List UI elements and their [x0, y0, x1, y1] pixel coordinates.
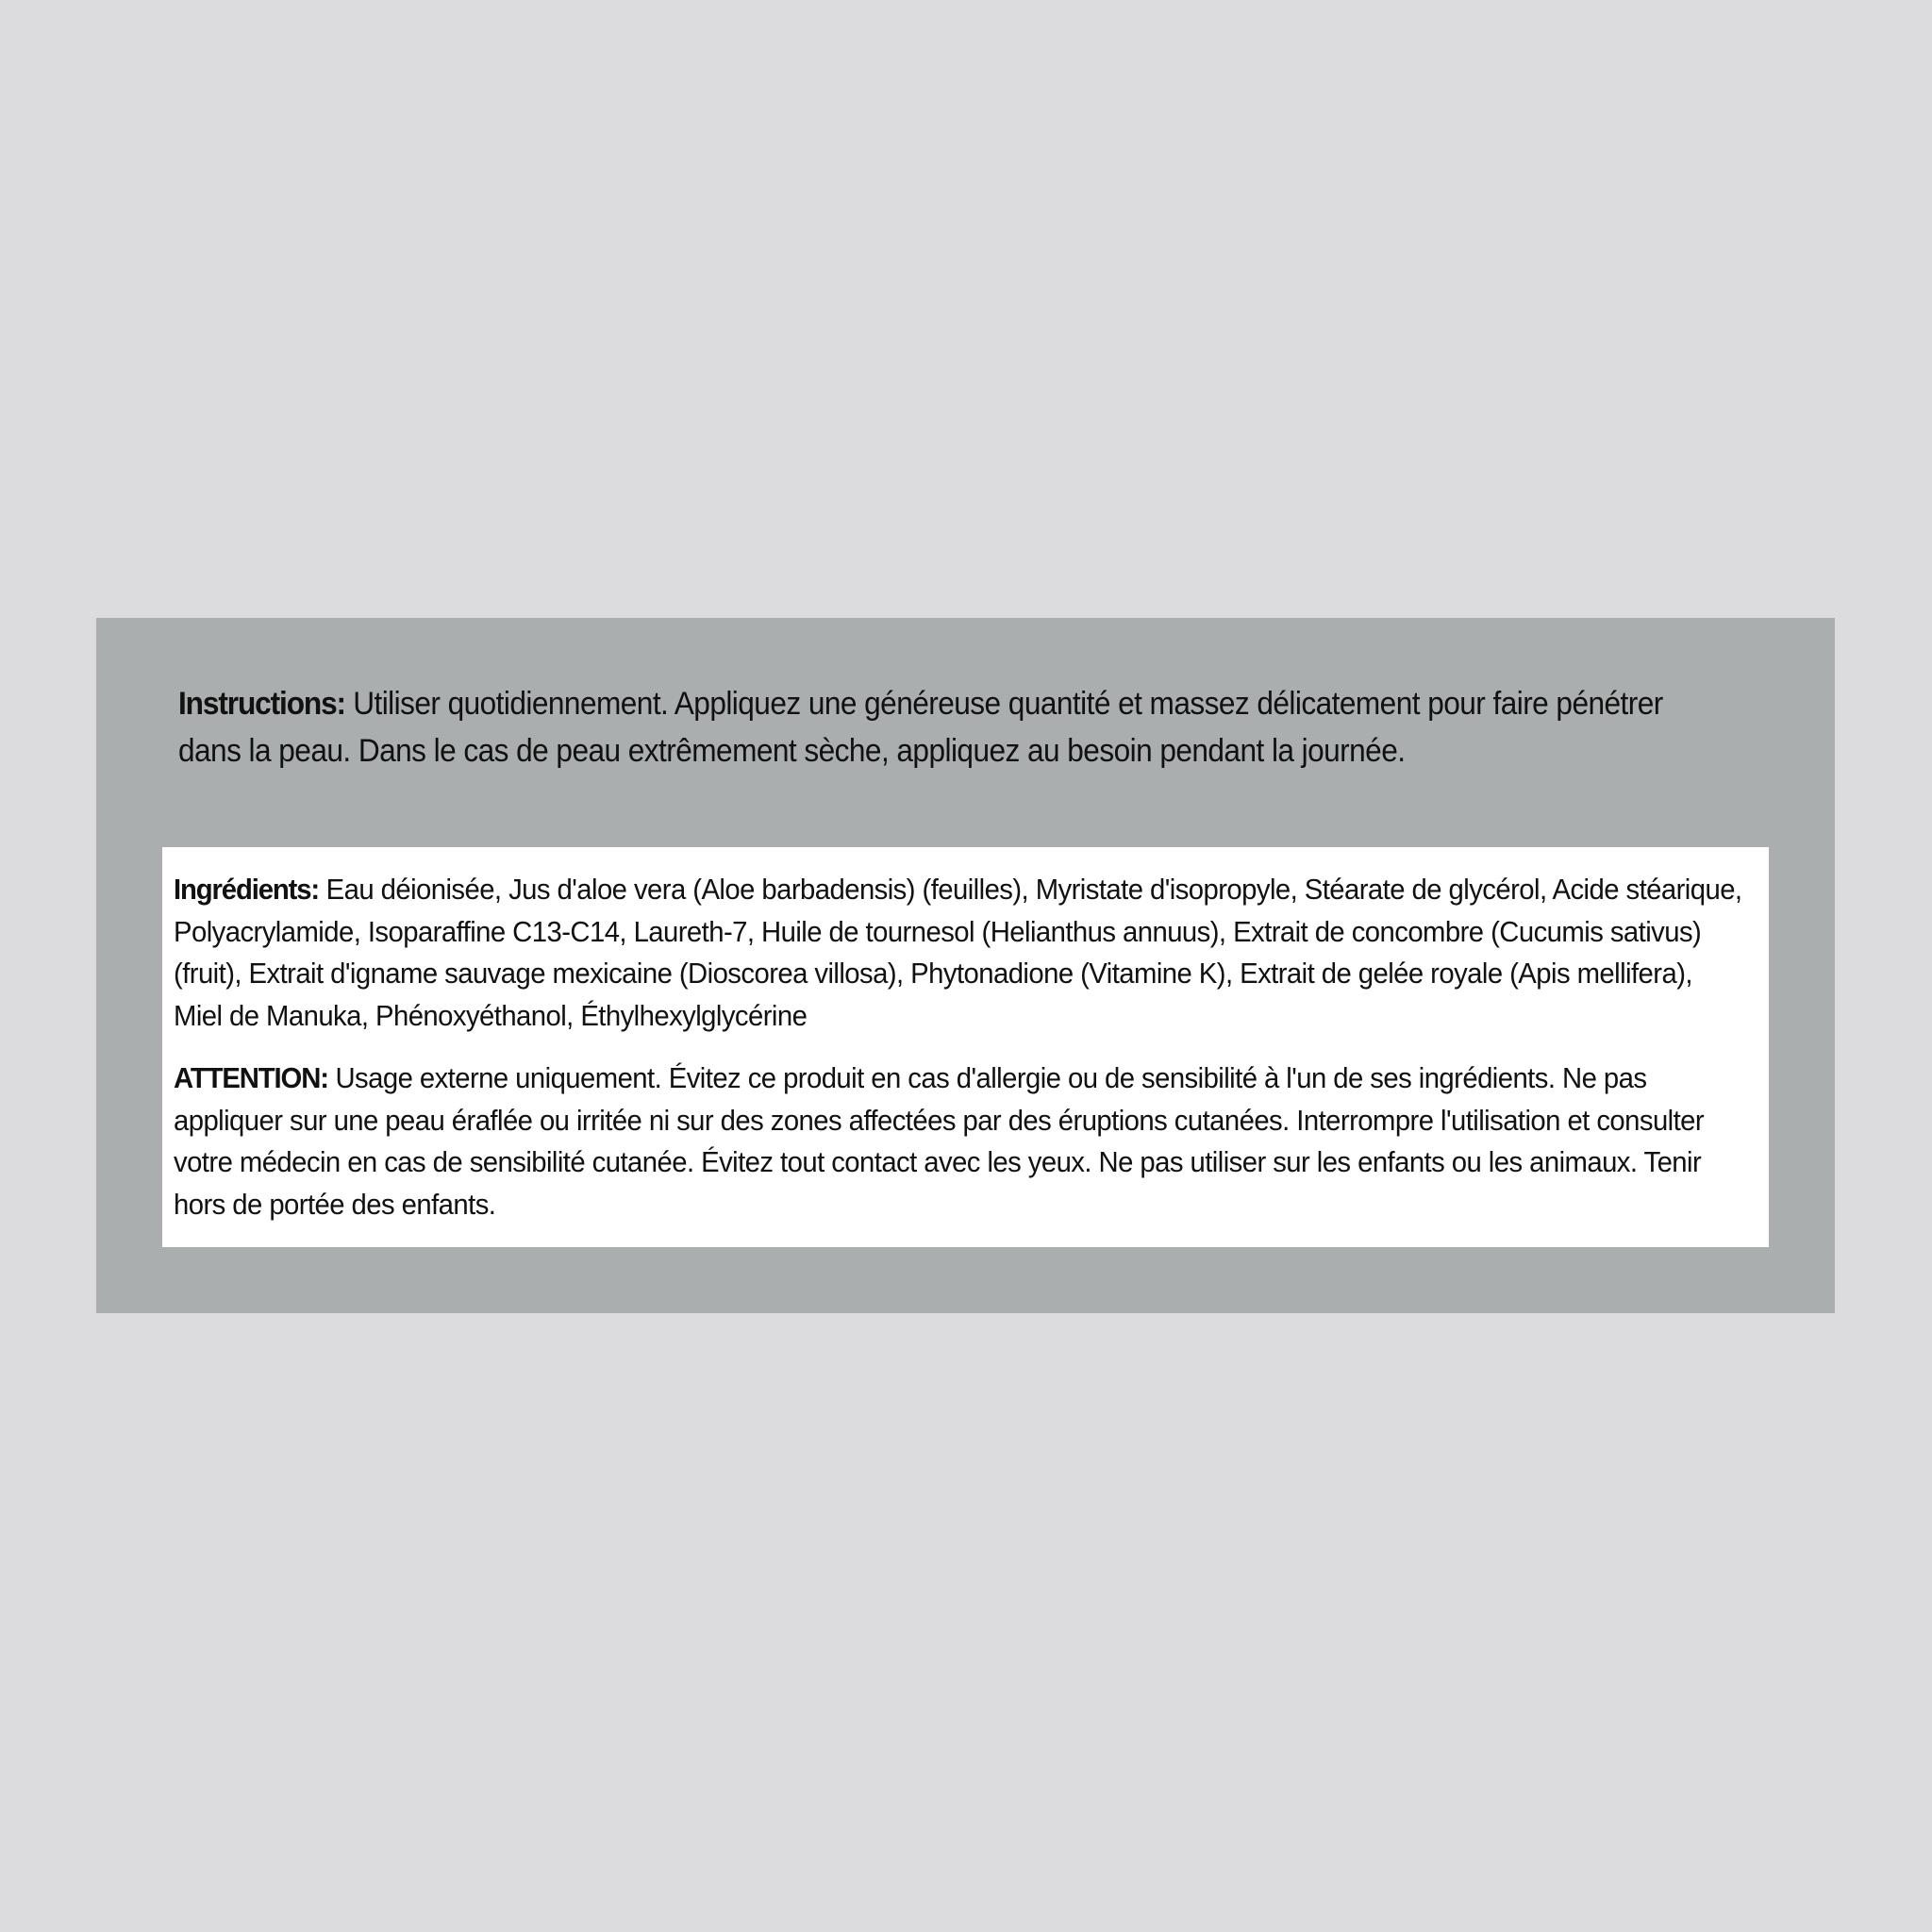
ingredients-text: Eau déionisée, Jus d'aloe vera (Aloe barbadensis) (feuilles), Myristate d'isopropyle, Stéarate de glycérol, Acide stéarique, Polyacrylamide, Isoparaffine C13-C14, Laureth-7, Huile de tournesol (Helianthus annuus), Extrait de concombre (Cucumis sativus) (fruit), Extrait d'igname sauvage mexicaine (Dioscorea villosa), Phytonadione (Vitamine K), Extrait de gelée royale (Apis mellifera), Miel de Manuka, Phénoxyéthanol, Éthylhexylglycérine	[174, 873, 1742, 1032]
ingredients-paragraph	[174, 869, 1742, 1037]
attention-paragraph	[174, 1058, 1742, 1225]
product-label-panel	[96, 618, 1835, 1313]
attention-text: Usage externe uniquement. Évitez ce produit en cas d'allergie ou de sensibilité à l'un de ses ingrédients. Ne pas appliquer sur une peau éraflée ou irritée ni sur des zones affectées par des éruptions cutanées. Interrompre l'utilisation et consulter votre médecin en cas de sensibilité cutanée. Évitez tout contact avec les yeux. Ne pas utiliser sur les enfants ou les animaux. Tenir hors de portée des enfants.	[174, 1061, 1705, 1221]
instructions-heading: Instructions:	[178, 686, 345, 722]
ingredients-heading: Ingrédients:	[174, 873, 320, 906]
instructions-text: Utiliser quotidiennement. Appliquez une généreuse quantité et massez délicatement pour faire pénétrer dans la peau. Dans le cas de peau extrêmement sèche, appliquez au besoin pendant la journée.	[178, 686, 1663, 769]
attention-heading: ATTENTION:	[174, 1061, 328, 1094]
ingredients-warning-box	[162, 847, 1769, 1247]
instructions-paragraph	[178, 680, 1670, 774]
